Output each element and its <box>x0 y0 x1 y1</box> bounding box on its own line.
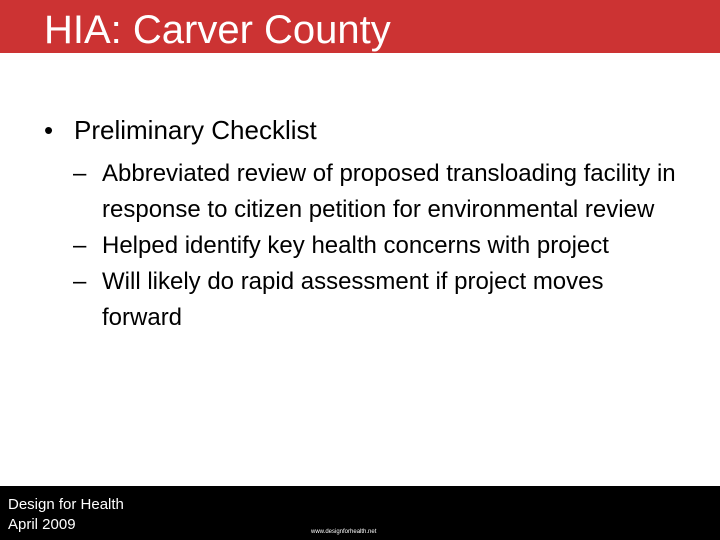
dash-marker: – <box>73 232 87 259</box>
main-bullet-text: Preliminary Checklist <box>74 115 317 145</box>
sub-bullet-item <box>73 228 684 264</box>
title-bar <box>0 0 720 53</box>
footer-bar <box>0 486 720 540</box>
bullet-marker: • <box>44 115 54 145</box>
dash-marker: – <box>73 160 87 187</box>
footer-credit <box>8 495 124 535</box>
sub-bullet-text: Will likely do rapid assessment if project moves forward <box>102 268 604 331</box>
footer-org: Design for Health <box>8 496 124 513</box>
sub-bullet-item <box>73 156 684 228</box>
slide-title: HIA: Carver County <box>44 8 391 52</box>
sub-bullet-item <box>73 264 684 336</box>
dash-marker: – <box>73 268 87 295</box>
sub-bullet-text: Helped identify key health concerns with project <box>102 232 609 259</box>
footer-date: April 2009 <box>8 516 76 533</box>
sub-bullet-list <box>73 156 684 336</box>
footer-url: www.designforhealth.net <box>311 529 377 535</box>
main-bullet <box>44 112 684 149</box>
slide-content <box>44 112 684 336</box>
sub-bullet-text: Abbreviated review of proposed transloading facility in response to citizen petition for environmental review <box>102 160 676 223</box>
